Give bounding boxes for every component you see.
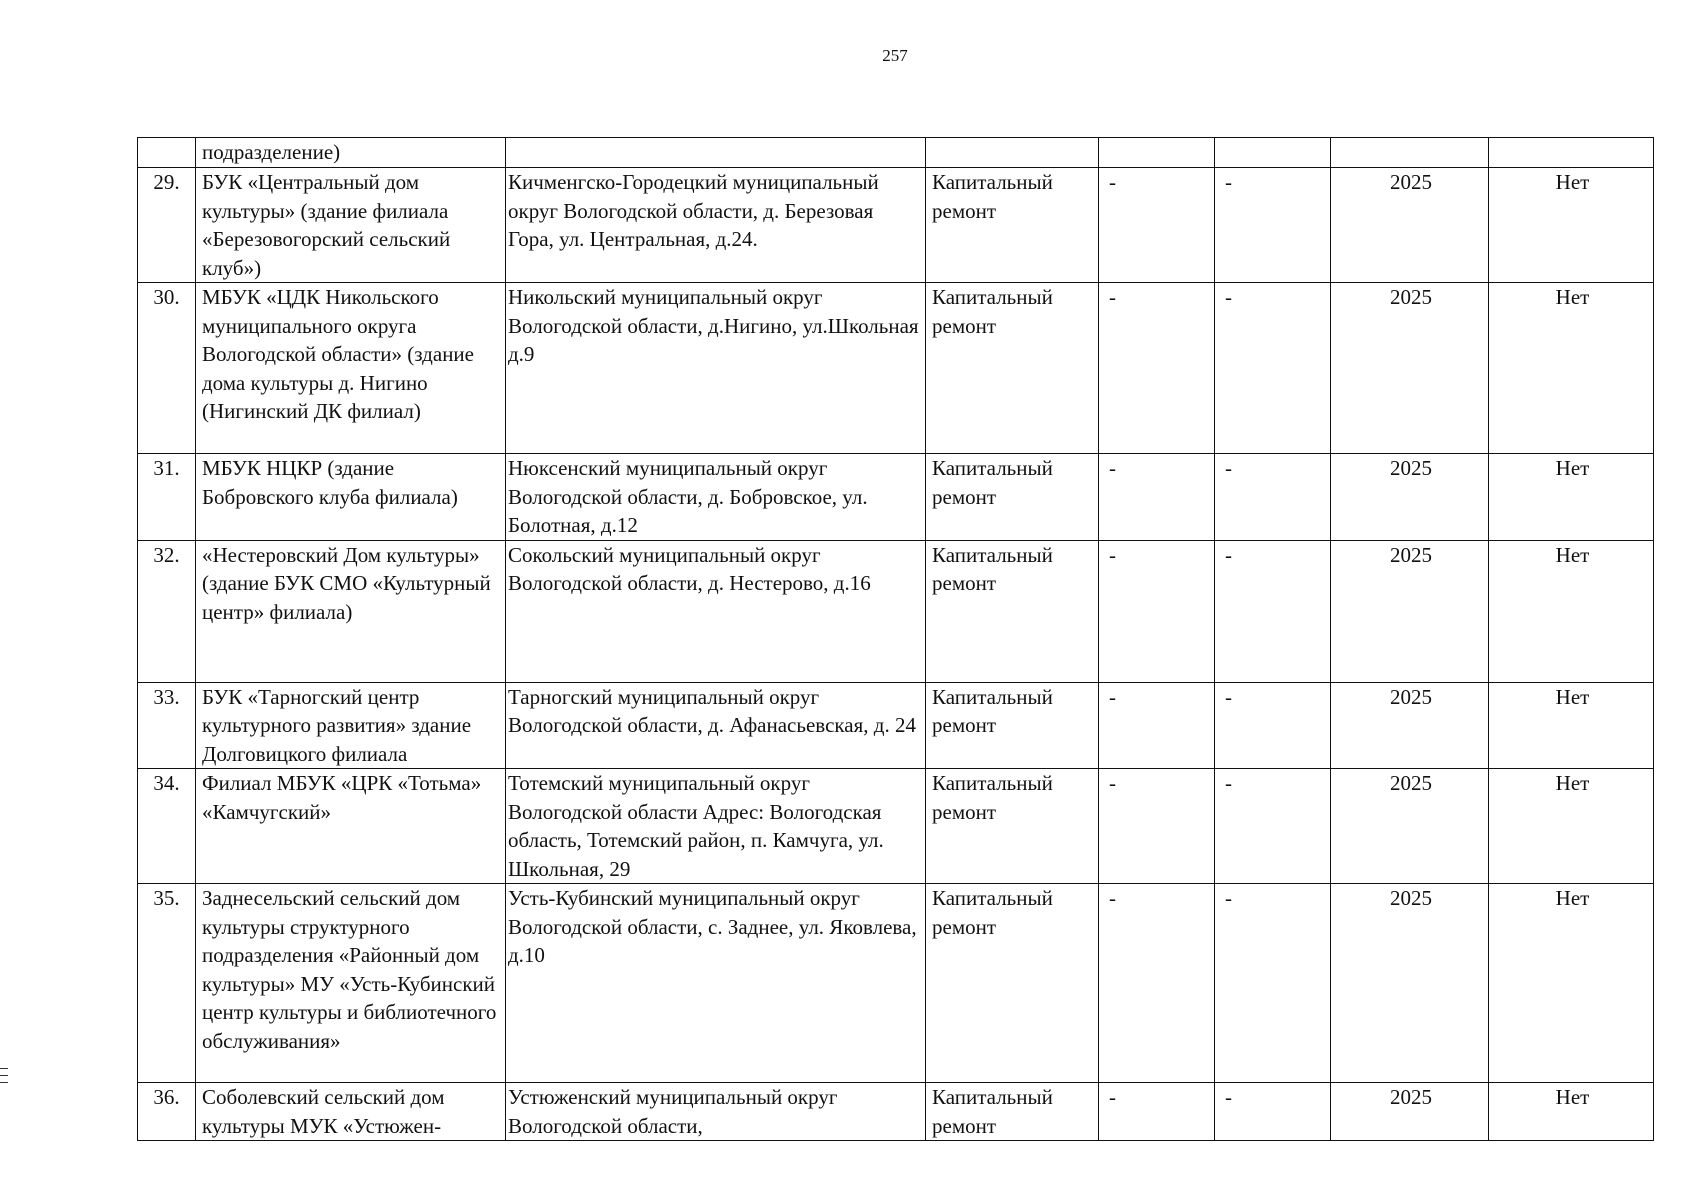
table-row <box>138 1083 1654 1141</box>
status: Нет <box>1489 682 1654 769</box>
row-number: 35. <box>138 884 196 1083</box>
work-type: Капитальный ремонт <box>926 454 1099 541</box>
institution-name: МБУК НЦКР (здание Бобровского клуба филиала) <box>196 454 506 541</box>
address: Нюксенский муниципальный округ Вологодской области, д. Бобровское, ул. Болотная, д.12 <box>506 454 926 541</box>
value-col5 <box>1099 138 1215 168</box>
work-type: Капитальный ремонт <box>926 682 1099 769</box>
year: 2025 <box>1331 1083 1489 1141</box>
status <box>1489 138 1654 168</box>
row-number: 36. <box>138 1083 196 1141</box>
year <box>1331 138 1489 168</box>
institution-name: Заднесельский сельский дом культуры структурного подразделения «Районный дом культуры» МУ «Усть-Кубинский центр культуры и библиотечного обслуживания» <box>196 884 506 1083</box>
address: Никольский муниципальный округ Вологодской области, д.Нигино, ул.Школьная д.9 <box>506 283 926 454</box>
work-type <box>926 138 1099 168</box>
institution-name: МБУК «ЦДК Никольского муниципального округа Вологодской области» (здание дома культуры д. Нигино (Нигинский ДК филиал) <box>196 283 506 454</box>
year: 2025 <box>1331 769 1489 884</box>
work-type: Капитальный ремонт <box>926 540 1099 682</box>
value-col6: - <box>1215 168 1331 283</box>
edge-mark <box>0 1068 8 1069</box>
table-row <box>138 682 1654 769</box>
value-col5: - <box>1099 769 1215 884</box>
year: 2025 <box>1331 283 1489 454</box>
institution-name: БУК «Центральный дом культуры» (здание филиала «Березовогорский сельский клуб») <box>196 168 506 283</box>
year: 2025 <box>1331 168 1489 283</box>
institution-name: «Нестеровский Дом культуры» (здание БУК СМО «Культурный центр» филиала) <box>196 540 506 682</box>
status: Нет <box>1489 1083 1654 1141</box>
value-col6: - <box>1215 283 1331 454</box>
address: Усть-Кубинский муниципальный округ Вологодской области, с. Заднее, ул. Яковлева, д.10 <box>506 884 926 1083</box>
row-number: 33. <box>138 682 196 769</box>
table-row <box>138 769 1654 884</box>
address: Сокольский муниципальный округ Вологодской области, д. Нестерово, д.16 <box>506 540 926 682</box>
table-row <box>138 138 1654 168</box>
address: Кичменгско-Городецкий муниципальный округ Вологодской области, д. Березовая Гора, ул. Центральная, д.24. <box>506 168 926 283</box>
row-number: 30. <box>138 283 196 454</box>
value-col6 <box>1215 138 1331 168</box>
work-type: Капитальный ремонт <box>926 1083 1099 1141</box>
year: 2025 <box>1331 682 1489 769</box>
address <box>506 138 926 168</box>
institution-name: Соболевский сельский дом культуры МУК «Устюжен- <box>196 1083 506 1141</box>
edge-mark <box>0 1075 8 1076</box>
row-number: 31. <box>138 454 196 541</box>
row-number: 32. <box>138 540 196 682</box>
value-col6: - <box>1215 884 1331 1083</box>
address: Тотемский муниципальный округ Вологодской области Адрес: Вологодская область, Тотемский район, п. Камчуга, ул. Школьная, 29 <box>506 769 926 884</box>
objects-table <box>137 137 1654 1141</box>
table-row <box>138 168 1654 283</box>
status: Нет <box>1489 454 1654 541</box>
page-number: 257 <box>882 46 908 65</box>
value-col6: - <box>1215 769 1331 884</box>
value-col6: - <box>1215 540 1331 682</box>
table-row <box>138 454 1654 541</box>
year: 2025 <box>1331 454 1489 541</box>
row-number: 29. <box>138 168 196 283</box>
table-row <box>138 540 1654 682</box>
value-col5: - <box>1099 1083 1215 1141</box>
status: Нет <box>1489 769 1654 884</box>
value-col5: - <box>1099 540 1215 682</box>
value-col6: - <box>1215 1083 1331 1141</box>
value-col6: - <box>1215 682 1331 769</box>
value-col5: - <box>1099 454 1215 541</box>
work-type: Капитальный ремонт <box>926 769 1099 884</box>
value-col5: - <box>1099 884 1215 1083</box>
institution-name: БУК «Тарногский центр культурного развития» здание Долговицкого филиала <box>196 682 506 769</box>
row-number <box>138 138 196 168</box>
scan-edge-marks <box>0 1068 8 1098</box>
value-col6: - <box>1215 454 1331 541</box>
year: 2025 <box>1331 884 1489 1083</box>
table-row <box>138 884 1654 1083</box>
status: Нет <box>1489 540 1654 682</box>
work-type: Капитальный ремонт <box>926 283 1099 454</box>
year: 2025 <box>1331 540 1489 682</box>
status: Нет <box>1489 884 1654 1083</box>
value-col5: - <box>1099 283 1215 454</box>
work-type: Капитальный ремонт <box>926 884 1099 1083</box>
institution-name: подразделение) <box>196 138 506 168</box>
address: Тарногский муниципальный округ Вологодской области, д. Афанасьевская, д. 24 <box>506 682 926 769</box>
work-type: Капитальный ремонт <box>926 168 1099 283</box>
edge-mark <box>0 1082 8 1083</box>
value-col5: - <box>1099 168 1215 283</box>
institution-name: Филиал МБУК «ЦРК «Тотьма» «Камчугский» <box>196 769 506 884</box>
address: Устюженский муниципальный округ Вологодской области, <box>506 1083 926 1141</box>
table-row <box>138 283 1654 454</box>
status: Нет <box>1489 283 1654 454</box>
row-number: 34. <box>138 769 196 884</box>
status: Нет <box>1489 168 1654 283</box>
value-col5: - <box>1099 682 1215 769</box>
